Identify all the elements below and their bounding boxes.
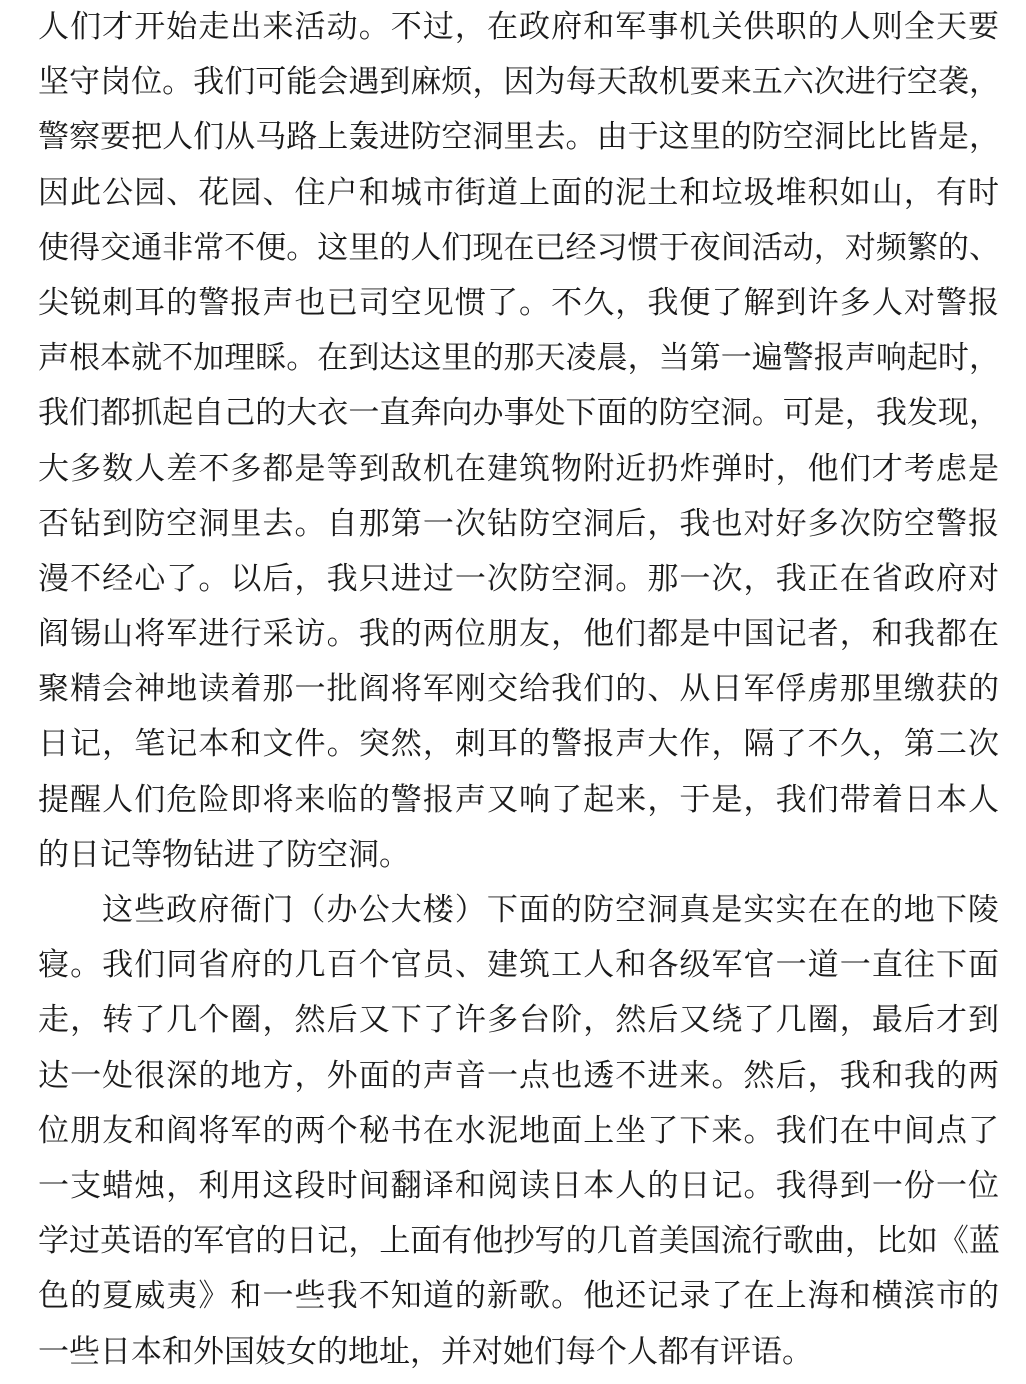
text-line: 学过英语的军官的日记，上面有他抄写的几首美国流行歌曲，比如《蓝 [38,1223,1000,1260]
text-line: 色的夏威夷》和一些我不知道的新歌。他还记录了在上海和横滨市的 [38,1278,1001,1315]
document-page [38,4,1000,1384]
text-line: 警察要把人们从马路上轰进防空洞里去。由于这里的防空洞比比皆是， [38,119,1000,156]
text-line: 这些政府衙门（办公大楼）下面的防空洞真是实实在在的地下陵 [102,892,1000,928]
text-line: 使得交通非常不便。这里的人们现在已经习惯于夜间活动，对频繁的、 [38,229,1000,266]
text-line: 一支蜡烛，利用这段时间翻译和阅读日本人的日记。我得到一份一位 [38,1167,1001,1204]
text-line: 一些日本和外国妓女的地址，并对她们每个人都有评语。 [38,1333,813,1370]
text-line: 达一处很深的地方，外面的声音一点也透不进来。然后，我和我的两 [38,1057,1001,1094]
text-line: 日记，笔记本和文件。突然，刺耳的警报声大作，隔了不久，第二次 [38,726,1001,763]
text-line: 的日记等物钻进了防空洞。 [38,836,410,873]
paragraph-2 [38,887,1000,1384]
paragraph-1 [38,4,1000,887]
text-line: 走，转了几个圈，然后又下了许多台阶，然后又绕了几圈，最后才到 [38,1002,1001,1039]
text-line: 因此公园、花园、住户和城市街道上面的泥土和垃圾堆积如山，有时 [38,174,1001,211]
text-line: 坚守岗位。我们可能会遇到麻烦，因为每天敌机要来五六次进行空袭， [38,64,1000,101]
text-line: 人们才开始走出来活动。不过，在政府和军事机关供职的人则全天要 [38,9,1001,45]
text-line: 声根本就不加理睬。在到达这里的那天凌晨，当第一遍警报声响起时， [38,340,1000,377]
text-line: 尖锐刺耳的警报声也已司空见惯了。不久，我便了解到许多人对警报 [38,284,1001,321]
text-line: 大多数人差不多都是等到敌机在建筑物附近扔炸弹时，他们才考虑是 [38,450,1001,487]
text-line: 寝。我们同省府的几百个官员、建筑工人和各级军官一道一直往下面 [38,947,1001,984]
text-line: 阎锡山将军进行采访。我的两位朋友，他们都是中国记者，和我都在 [38,616,1001,653]
text-line: 漫不经心了。以后，我只进过一次防空洞。那一次，我正在省政府对 [38,560,1001,597]
text-line: 提醒人们危险即将来临的警报声又响了起来，于是，我们带着日本人 [38,781,1001,818]
text-line: 我们都抓起自己的大衣一直奔向办事处下面的防空洞。可是，我发现， [38,395,1000,432]
text-line: 位朋友和阎将军的两个秘书在水泥地面上坐了下来。我们在中间点了 [38,1112,1001,1149]
text-line: 聚精会神地读着那一批阎将军刚交给我们的、从日军俘虏那里缴获的 [38,671,1001,708]
text-line: 否钻到防空洞里去。自那第一次钻防空洞后，我也对好多次防空警报 [38,505,1001,542]
